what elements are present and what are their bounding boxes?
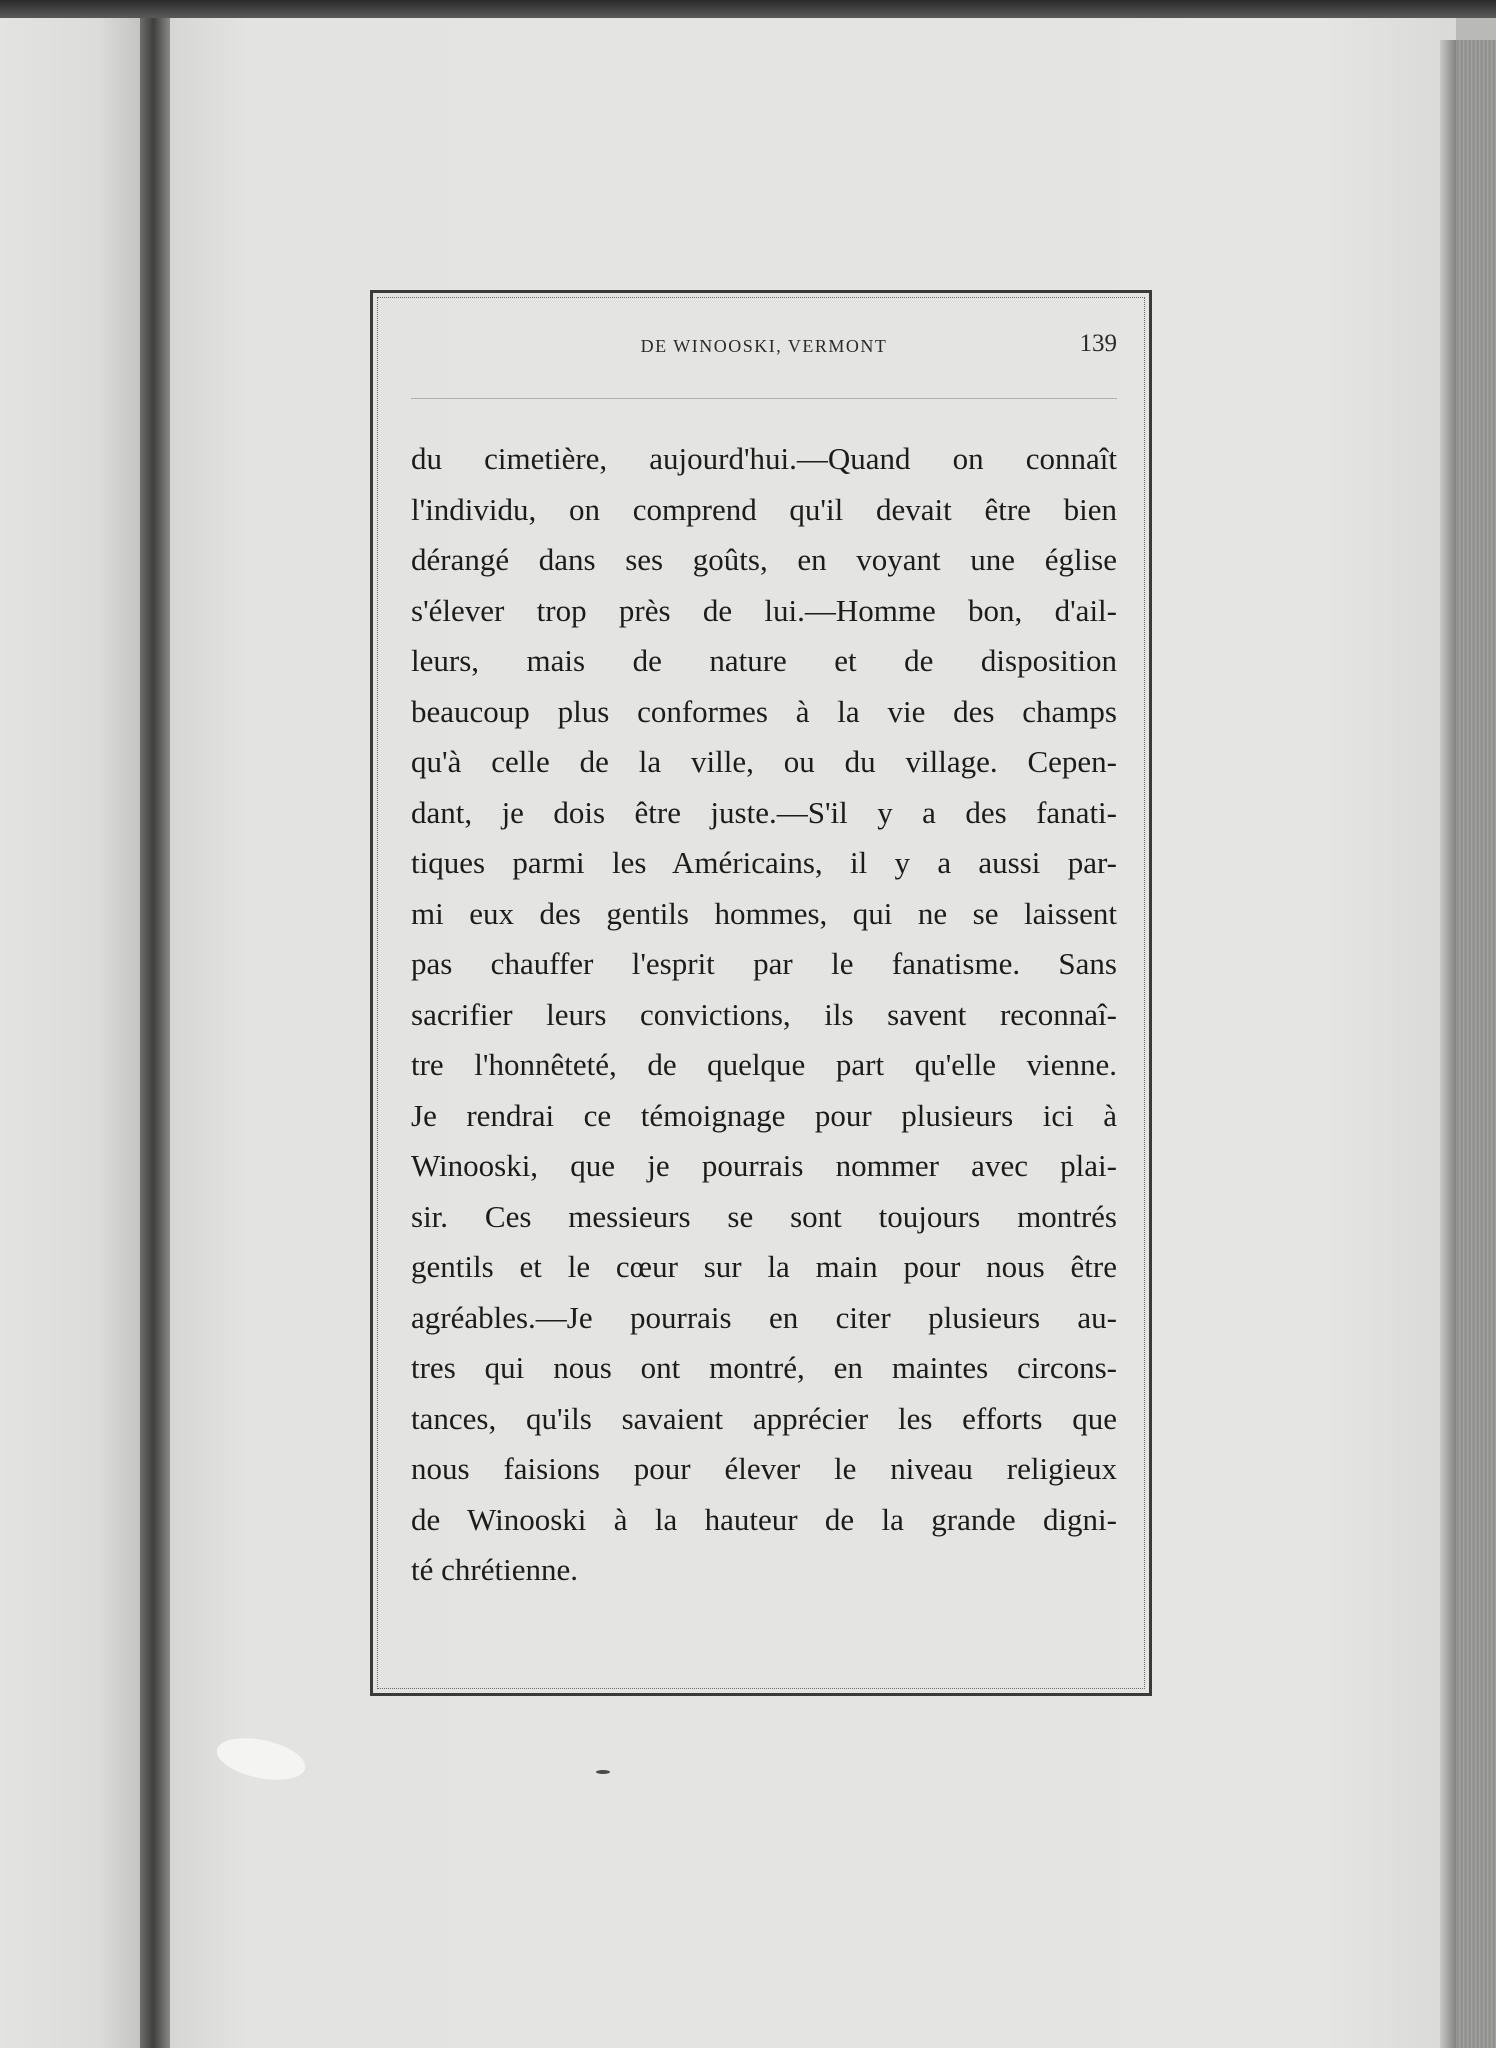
text-line: té chrétienne. <box>411 1552 578 1587</box>
text-line: du cimetière, aujourd'hui.—Quand on connaît <box>411 441 1117 476</box>
text-line: Je rendrai ce témoignage pour plusieurs ici à <box>411 1097 1117 1133</box>
body-text <box>411 434 1117 1596</box>
header-rule <box>411 398 1117 399</box>
text-line: leurs, mais de nature et de disposition <box>411 643 1117 678</box>
running-head-title: DE WINOOSKI, VERMONT <box>640 336 888 356</box>
text-line: pas chauffer l'esprit par le fanatisme. Sans <box>411 946 1117 981</box>
text-line: sir. Ces messieurs se sont toujours montrés <box>411 1198 1117 1234</box>
text-line: dant, je dois être juste.—S'il y a des fanati- <box>411 794 1117 830</box>
text-line: agréables.—Je pourrais en citer plusieurs au- <box>411 1299 1117 1335</box>
text-line: tiques parmi les Américains, il y a aussi par- <box>411 845 1117 880</box>
running-head <box>411 330 1117 370</box>
text-line: beaucoup plus conformes à la vie des champs <box>411 693 1117 729</box>
text-line: s'élever trop près de lui.—Homme bon, d'ail- <box>411 592 1117 628</box>
text-line: tre l'honnêteté, de quelque part qu'elle vienne. <box>411 1047 1117 1082</box>
text-line: tres qui nous ont montré, en maintes circons- <box>411 1350 1117 1385</box>
left-page-edge <box>0 18 140 2048</box>
text-line: qu'à celle de la ville, ou du village. Cepen- <box>411 744 1117 779</box>
text-line: sacrifier leurs convictions, ils savent reconnaî- <box>411 996 1117 1032</box>
page-stack-edge <box>1456 40 1496 2048</box>
paper-speck <box>596 1770 610 1774</box>
text-line: gentils et le cœur sur la main pour nous être <box>411 1249 1117 1284</box>
text-line: mi eux des gentils hommes, qui ne se laissent <box>411 895 1117 931</box>
scanner-top-edge <box>0 0 1496 18</box>
text-line: Winooski, que je pourrais nommer avec plai- <box>411 1148 1117 1183</box>
text-line: l'individu, on comprend qu'il devait être bien <box>411 491 1117 527</box>
page-number: 139 <box>1079 330 1117 357</box>
text-line: dérangé dans ses goûts, en voyant une église <box>411 542 1117 577</box>
text-line: de Winooski à la hauteur de la grande digni- <box>411 1501 1117 1537</box>
book-gutter <box>140 18 170 2048</box>
text-line: tances, qu'ils savaient apprécier les efforts que <box>411 1400 1117 1436</box>
text-line: nous faisions pour élever le niveau religieux <box>411 1451 1117 1486</box>
